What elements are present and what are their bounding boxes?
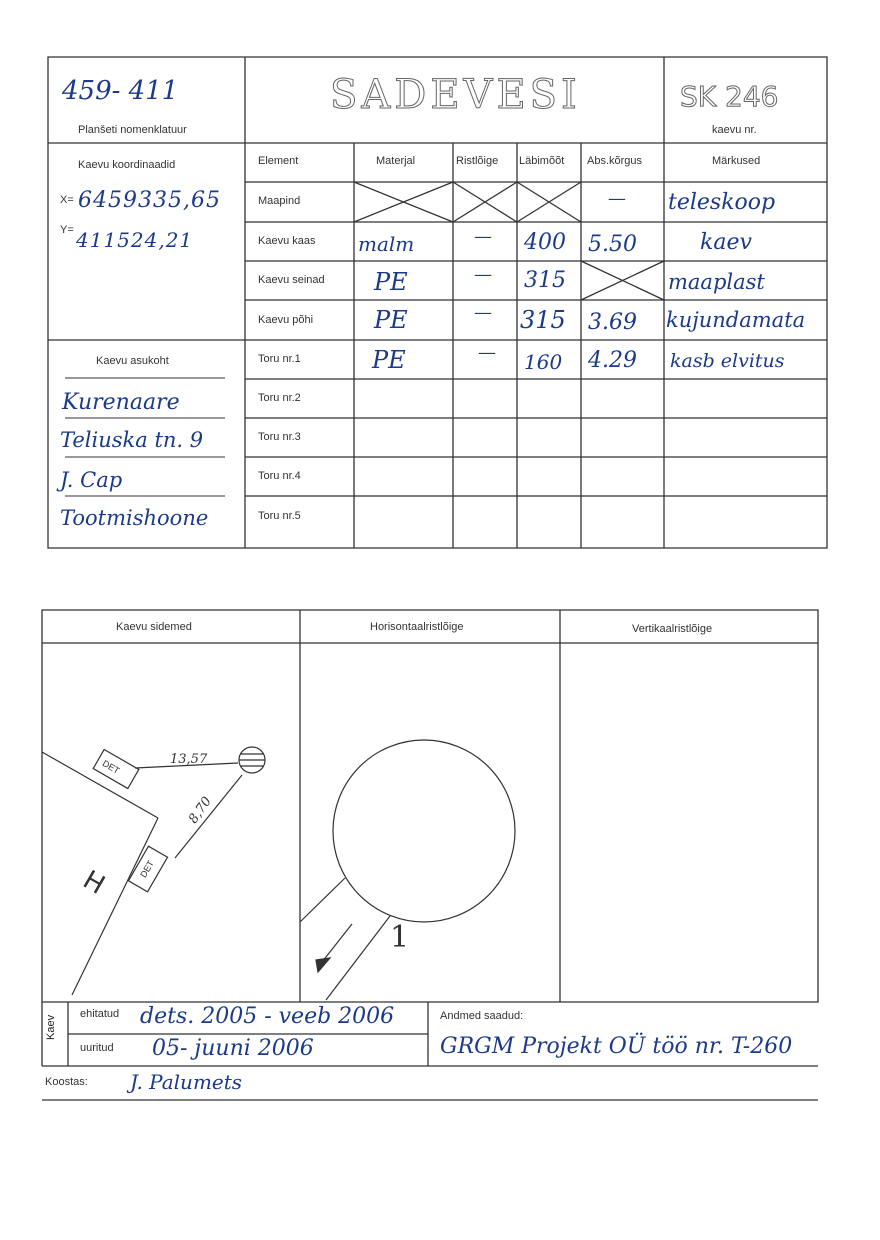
location-line-2: Teliuska tn. 9 (60, 428, 204, 452)
row-element: Maapind (258, 195, 301, 207)
column-title-vertical: Vertikaalristlõige (632, 623, 713, 635)
coords-label: Kaevu koordinaadid (78, 159, 176, 171)
row-diameter: 160 (524, 350, 563, 374)
row-notes: maaplast (668, 270, 765, 294)
row-element: Kaevu kaas (258, 235, 316, 247)
x-coordinate: 6459335,65 (78, 188, 221, 213)
row-notes: kaev (700, 230, 752, 255)
det-label: DET (138, 858, 156, 880)
row-notes: kujundamata (666, 308, 806, 332)
y-coordinate: 411524,21 (76, 228, 194, 252)
row-diameter: 315 (520, 306, 566, 334)
header-element: Element (258, 155, 299, 167)
row-element: Toru nr.2 (258, 392, 301, 404)
distance-label: 13,57 (170, 752, 208, 767)
building-label: H (77, 865, 110, 901)
row-element: Toru nr.4 (258, 470, 301, 482)
header-abs-height: Abs.kõrgus (587, 155, 643, 167)
well-number-value: SK 246 (680, 80, 779, 113)
y-prefix: Y= (60, 224, 74, 236)
row-element: Toru nr.5 (258, 510, 301, 522)
column-title-horizontal: Horisontaalristlõige (370, 621, 464, 633)
location-line-1: Kurenaare (62, 390, 180, 415)
row-height: 3.69 (588, 310, 637, 335)
footer-side-label: Kaev (45, 1014, 57, 1040)
column-title-connections: Kaevu sidemed (116, 621, 192, 633)
row-notes: teleskoop (668, 190, 776, 215)
author-label: Koostas: (45, 1076, 88, 1088)
location-line-3: J. Cap (60, 468, 123, 492)
row-height: 5.50 (588, 232, 637, 257)
row-element: Toru nr.3 (258, 431, 301, 443)
data-source-value: GRGM Projekt OÜ töö nr. T-260 (440, 1034, 793, 1059)
row-cross-section: — (474, 226, 492, 247)
form-title: SADEVESI (330, 72, 581, 118)
nomenclature-value: 459- 411 (62, 76, 179, 106)
row-notes: kasb elvitus (670, 350, 785, 372)
horizontal-section (300, 740, 515, 1000)
det-label: DET (100, 758, 122, 776)
row-diameter: 400 (524, 230, 566, 255)
nomenclature-label: Planšeti nomenklatuur (78, 124, 187, 136)
row-element: Kaevu seinad (258, 274, 325, 286)
location-label: Kaevu asukoht (96, 355, 169, 367)
row-material: PE (372, 346, 406, 374)
built-value: dets. 2005 - veeb 2006 (140, 1004, 395, 1029)
row-height: — (608, 188, 626, 209)
row-cross-section: — (474, 302, 492, 323)
well-sketch (42, 747, 265, 995)
pipe-number-label: 1 (390, 920, 410, 955)
surveyed-value: 05- juuni 2006 (152, 1036, 314, 1061)
row-element: Toru nr.1 (258, 353, 301, 365)
header-material: Materjal (376, 155, 416, 167)
author-value: J. Palumets (130, 1070, 243, 1094)
header-notes: Märkused (712, 155, 761, 167)
row-height: 4.29 (588, 348, 637, 373)
row-material: PE (374, 306, 408, 334)
row-diameter: 315 (524, 268, 566, 293)
location-line-4: Tootmishoone (60, 506, 209, 530)
row-cross-section: — (474, 264, 492, 285)
row-material: PE (374, 268, 408, 296)
distance-label: 8,70 (186, 794, 215, 827)
row-cross-section: — (478, 342, 496, 363)
built-label: ehitatud (80, 1008, 120, 1020)
data-source-label: Andmed saadud: (440, 1010, 524, 1022)
surveyed-label: uuritud (80, 1042, 114, 1054)
row-material: malm (358, 232, 415, 256)
x-prefix: X= (60, 194, 74, 206)
header-cross-section: Ristlõige (456, 155, 499, 167)
header-diameter: Läbimõõt (519, 155, 565, 167)
well-number-label: kaevu nr. (712, 124, 757, 136)
row-element: Kaevu põhi (258, 314, 314, 326)
